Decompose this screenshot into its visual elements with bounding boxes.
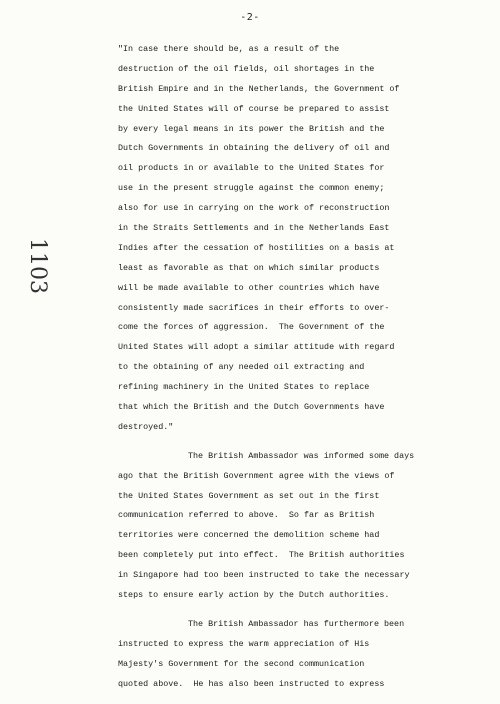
text-line: by every legal means in its power the British and the [118, 123, 385, 134]
text-line: destruction of the oil fields, oil shortages in the [118, 63, 375, 74]
text-line: consistently made sacrifices in their efforts to over- [118, 302, 390, 313]
text-line: ago that the British Government agree with the views of [118, 470, 395, 481]
text-line: The British Ambassador has furthermore been [188, 618, 405, 629]
margin-handwritten-note: 1103 [25, 238, 50, 294]
text-line: destroyed." [118, 421, 174, 432]
text-line: least as favorable as that on which similar products [118, 262, 380, 273]
text-line: that which the British and the Dutch Governments have [118, 402, 385, 413]
paragraph-ambassador-informed [118, 447, 478, 606]
text-line: Indies after the cessation of hostilities on a basis at [118, 242, 395, 253]
text-line: the United States will of course be prepared to assist [118, 103, 390, 114]
text-line: territories were concerned the demolition scheme had [118, 530, 380, 541]
text-line: been completely put into effect. The British authorities [118, 550, 405, 561]
paragraph-gap [118, 606, 478, 615]
text-line: Majesty's Government for the second communication [118, 658, 365, 669]
text-line: refining machinery in the United States to replace [118, 382, 370, 393]
text-line: use in the present struggle against the common enemy; [118, 183, 385, 194]
paragraph-appreciation [118, 615, 478, 695]
quoted-paragraph [118, 40, 478, 438]
page-number: -2- [240, 12, 260, 23]
text-line: will be made available to other countries which have [118, 282, 380, 293]
text-line: the United States Government as set out in the first [118, 490, 380, 501]
text-line: The British Ambassador was informed some days [188, 450, 415, 461]
document-body [118, 40, 478, 695]
text-line: come the forces of aggression. The Government of the [118, 322, 385, 333]
text-line: Dutch Governments in obtaining the delivery of oil and [118, 143, 390, 154]
text-line: "In case there should be, as a result of the [118, 44, 340, 54]
text-line: in the Straits Settlements and in the Netherlands East [118, 223, 390, 234]
text-line: oil products in or available to the United States for [118, 163, 385, 174]
text-line: United States will adopt a similar attitude with regard [118, 342, 395, 353]
paragraph-gap [118, 438, 478, 447]
text-line: quoted above. He has also been instructed to express [118, 678, 385, 689]
text-line: instructed to express the warm appreciation of His [118, 638, 370, 649]
text-line: steps to ensure early action by the Dutch authorities. [118, 590, 390, 601]
text-line: British Empire and in the Netherlands, the Government of [118, 83, 400, 94]
text-line: also for use in carrying on the work of reconstruction [118, 203, 390, 214]
text-line: to the obtaining of any needed oil extracting and [118, 362, 365, 373]
text-line: in Singapore had too been instructed to take the necessary [118, 570, 410, 581]
text-line: communication referred to above. So far as British [118, 510, 375, 521]
